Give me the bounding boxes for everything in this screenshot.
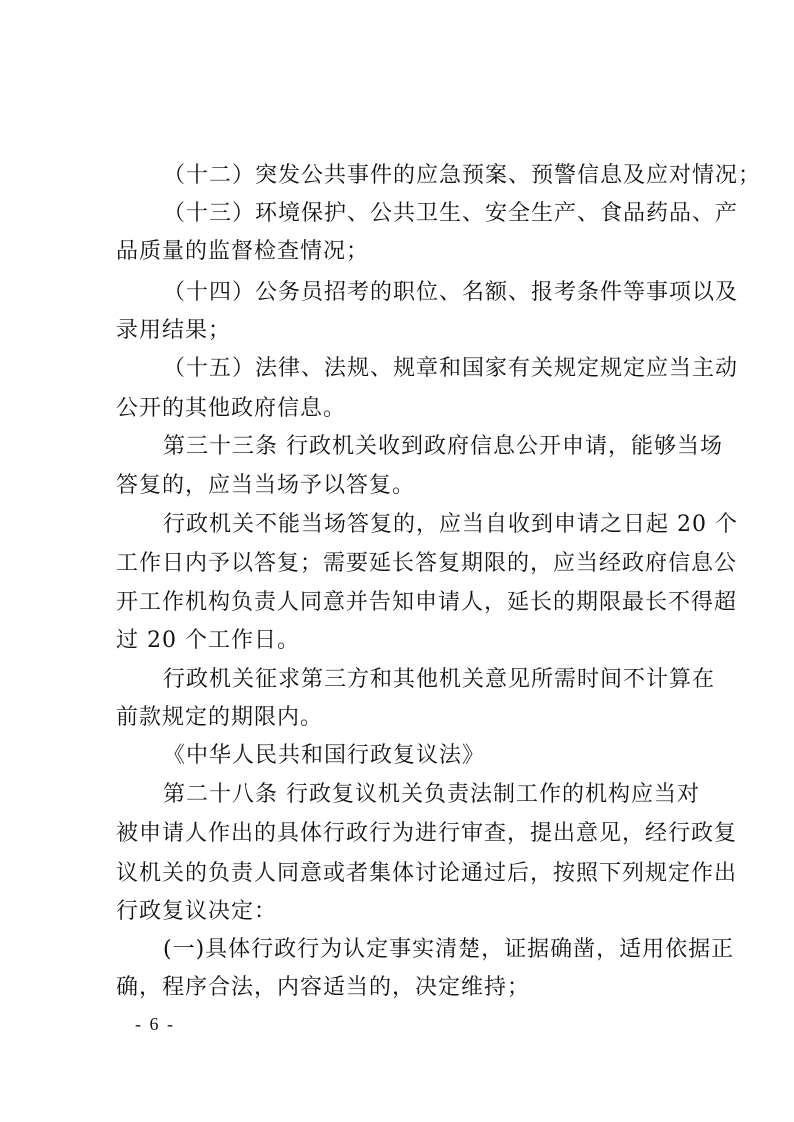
text-line: 行政机关征求第三方和其他机关意见所需时间不计算在 <box>163 667 716 692</box>
text-line: 第二十八条 行政复议机关负责法制工作的机构应当对 <box>163 782 700 807</box>
text-line: 被申请人作出的具体行政行为进行审查，提出意见，经行政复 <box>116 821 738 846</box>
text-line: 开工作机构负责人同意并告知申请人，延长的期限最长不得超 <box>116 590 738 615</box>
text-line: 品质量的监督检查情况； <box>116 239 370 264</box>
text-line: （十四）公务员招考的职位、名额、报考条件等事项以及 <box>163 280 739 305</box>
text-line: 录用结果； <box>116 318 232 343</box>
text-line: 前款规定的期限内。 <box>116 705 324 730</box>
text-line: 第三十三条 行政机关收到政府信息公开申请，能够当场 <box>163 434 723 459</box>
text-line: 行政复议决定： <box>116 899 278 924</box>
text-line: （十三）环境保护、公共卫生、安全生产、食品药品、产 <box>163 201 739 226</box>
text-line: 工作日内予以答复；需要延长答复期限的，应当经政府信息公 <box>116 551 738 576</box>
text-line: （十五）法律、法规、规章和国家有关规定规定应当主动 <box>163 356 739 381</box>
text-line: 确，程序合法，内容适当的，决定维持； <box>116 975 531 1000</box>
text-line: 公开的其他政府信息。 <box>116 396 347 421</box>
text-line: 过 20 个工作日。 <box>116 628 300 653</box>
text-line: 答复的，应当当场予以答复。 <box>116 473 416 498</box>
page-number: - 6 - <box>135 1014 175 1034</box>
text-line: （十二）突发公共事件的应急预案、预警信息及应对情况； <box>163 163 762 188</box>
text-line: 行政机关不能当场答复的，应当自收到申请之日起 20 个 <box>163 512 738 537</box>
text-line: 议机关的负责人同意或者集体讨论通过后，按照下列规定作出 <box>116 861 738 886</box>
text-line: (一)具体行政行为认定事实清楚，证据确凿，适用依据正 <box>163 937 735 962</box>
law-title: 《中华人民共和国行政复议法》 <box>163 743 486 768</box>
